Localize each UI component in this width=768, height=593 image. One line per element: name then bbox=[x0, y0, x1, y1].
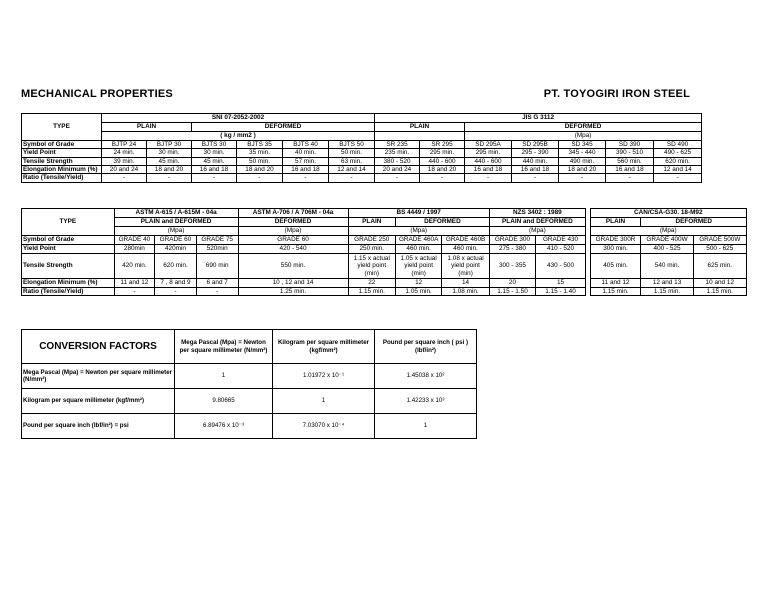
table-cell: SD 345 bbox=[559, 141, 606, 149]
table-cell: SR 235 bbox=[375, 141, 420, 149]
row-label: Yield Point bbox=[22, 149, 102, 157]
table-cell: 1.05 min. bbox=[396, 288, 442, 296]
table-cell: - bbox=[102, 174, 147, 182]
conversion-value: 9.80665 bbox=[175, 389, 273, 414]
table-cell: GRADE 400W bbox=[641, 236, 693, 245]
can-unit: (Mpa) bbox=[590, 227, 746, 236]
conversion-table bbox=[21, 329, 477, 439]
row-tensile-strength bbox=[22, 157, 702, 165]
table-cell: - bbox=[147, 174, 192, 182]
table-cell: 11 and 12 bbox=[114, 279, 155, 288]
table-cell: 45 min. bbox=[192, 157, 237, 165]
table-cell: 39 min. bbox=[102, 157, 147, 165]
table-cell: - bbox=[654, 174, 702, 182]
astm706-sub: DEFORMED bbox=[238, 218, 348, 227]
table-cell: 295 min. bbox=[420, 149, 465, 157]
table-cell: 400 - 525 bbox=[641, 245, 693, 254]
table-cell: 1.15 min. bbox=[590, 288, 641, 296]
table-cell: 30 min. bbox=[147, 149, 192, 157]
row-elongation bbox=[22, 279, 747, 288]
bs-deformed-label: DEFORMED bbox=[396, 218, 490, 227]
table-cell: 295 - 390 bbox=[512, 149, 559, 157]
spacer bbox=[375, 132, 465, 141]
table-cell: 16 and 18 bbox=[283, 166, 329, 174]
table-cell: 420min bbox=[155, 245, 197, 254]
table-cell: 15 bbox=[536, 279, 586, 288]
table-cell: 1.15 min. bbox=[693, 288, 746, 296]
conversion-value: 1.45038 x 10² bbox=[375, 364, 477, 389]
conversion-value: 1.01972 x 10⁻¹ bbox=[273, 364, 375, 389]
conversion-value: 7.03070 x 10⁻⁴ bbox=[273, 414, 375, 439]
row-yield-point bbox=[22, 149, 702, 157]
table-cell: 295 min. bbox=[465, 149, 512, 157]
table-cell: 12 and 14 bbox=[654, 166, 702, 174]
table-cell: 63 min. bbox=[329, 157, 375, 165]
table-cell: 300 - 355 bbox=[489, 254, 535, 279]
table-cell: 1.15 min. bbox=[641, 288, 693, 296]
conversion-value: 1 bbox=[375, 414, 477, 439]
table-cell: 1.08 min. bbox=[442, 288, 490, 296]
row-label: Elongation Minimum (%) bbox=[22, 166, 102, 174]
table-cell: - bbox=[196, 288, 238, 296]
row-ratio bbox=[22, 174, 702, 182]
company-name: PT. TOYOGIRI IRON STEEL bbox=[543, 88, 690, 100]
table-cell: 7 , 8 and 9 bbox=[155, 279, 197, 288]
table-cell: 430 - 500 bbox=[536, 254, 586, 279]
table-cell: 18 and 20 bbox=[147, 166, 192, 174]
table-cell: 380 - 520 bbox=[375, 157, 420, 165]
table-cell: - bbox=[512, 174, 559, 182]
table-cell: GRADE 300 bbox=[489, 236, 535, 245]
mechanical-table-intl bbox=[21, 208, 747, 296]
mechanical-table-sni-jis bbox=[21, 113, 702, 183]
table-cell: SD 490 bbox=[654, 141, 702, 149]
table-cell: 45 min. bbox=[147, 157, 192, 165]
conversion-value: 1 bbox=[175, 364, 273, 389]
bs-unit: (Mpa) bbox=[348, 227, 489, 236]
table-cell: GRADE 75 bbox=[196, 236, 238, 245]
table-cell: - bbox=[114, 288, 155, 296]
table-cell: 20 and 24 bbox=[375, 166, 420, 174]
jis-unit: (Mpa) bbox=[465, 132, 702, 141]
row-label: Elongation Minimum (%) bbox=[22, 279, 115, 288]
table-cell: 410 - 520 bbox=[536, 245, 586, 254]
conversion-row bbox=[22, 414, 477, 439]
table-cell: GRADE 300R bbox=[590, 236, 641, 245]
conversion-row-label: Pound per square inch (lbf/in²) = psi bbox=[22, 414, 175, 439]
table-cell: - bbox=[192, 174, 237, 182]
table-cell: 14 bbox=[442, 279, 490, 288]
table-cell: GRADE 40 bbox=[114, 236, 155, 245]
table-cell: GRADE 500W bbox=[693, 236, 746, 245]
table-cell: 345 - 440 bbox=[559, 149, 606, 157]
table-cell: 420 - 540 bbox=[238, 245, 348, 254]
conversion-value: 1 bbox=[273, 389, 375, 414]
table-cell: 440 - 600 bbox=[465, 157, 512, 165]
conversion-row bbox=[22, 389, 477, 414]
table-cell: 250 min. bbox=[348, 245, 395, 254]
astm706-unit: (Mpa) bbox=[238, 227, 348, 236]
table-cell: 550 min. bbox=[238, 254, 348, 279]
table-cell: 500 - 625 bbox=[693, 245, 746, 254]
table-cell: - bbox=[606, 174, 654, 182]
table-cell: SD 295B bbox=[512, 141, 559, 149]
astm706-label: ASTM A-706 / A 706M - 04a bbox=[238, 209, 348, 218]
conversion-row bbox=[22, 364, 477, 389]
table-cell: 390 - 510 bbox=[606, 149, 654, 157]
section-title: MECHANICAL PROPERTIES bbox=[21, 88, 173, 100]
row-elongation bbox=[22, 166, 702, 174]
table-cell: 460 min. bbox=[396, 245, 442, 254]
table-cell: 420 min. bbox=[114, 254, 155, 279]
row-label: Symbol of Grade bbox=[22, 141, 102, 149]
table-cell: 20 and 24 bbox=[102, 166, 147, 174]
table-cell: 6 and 7 bbox=[196, 279, 238, 288]
table-cell: 1.05 x actual yield point (min) bbox=[396, 254, 442, 279]
can-deformed-label: DEFORMED bbox=[641, 218, 747, 227]
can-plain-label: PLAIN bbox=[590, 218, 641, 227]
conversion-value: 1.42233 x 10³ bbox=[375, 389, 477, 414]
table-cell: 460 min. bbox=[442, 245, 490, 254]
table-cell: GRADE 60 bbox=[238, 236, 348, 245]
table-cell: 1.15 x actual yield point (min) bbox=[348, 254, 395, 279]
sni-plain-label: PLAIN bbox=[102, 123, 192, 132]
table-cell: 520min bbox=[196, 245, 238, 254]
table-cell: 16 and 18 bbox=[512, 166, 559, 174]
astm615-label: ASTM A-615 / A-615M - 04a bbox=[114, 209, 238, 218]
table-cell: 22 bbox=[348, 279, 395, 288]
table-cell: 40 min. bbox=[283, 149, 329, 157]
table-cell: 16 and 18 bbox=[465, 166, 512, 174]
table-cell: GRADE 460B bbox=[442, 236, 490, 245]
table-cell: BJTS 50 bbox=[329, 141, 375, 149]
conversion-row-label: Kilogram per square millimeter (kgf/mm²) bbox=[22, 389, 175, 414]
table-cell: 620 min. bbox=[654, 157, 702, 165]
row-label: Symbol of Grade bbox=[22, 236, 115, 245]
sni-unit: ( kg / mm2 ) bbox=[102, 132, 375, 141]
bs-label: BS 4449 / 1997 bbox=[348, 209, 489, 218]
table-cell: 1.08 x actual yield point (min) bbox=[442, 254, 490, 279]
jis-label: JIS G 3112 bbox=[375, 114, 702, 123]
table-cell: 300 min. bbox=[590, 245, 641, 254]
table-cell: - bbox=[559, 174, 606, 182]
table-cell: 280min bbox=[114, 245, 155, 254]
table-cell: 440 min. bbox=[512, 157, 559, 165]
table-cell: 490 min. bbox=[559, 157, 606, 165]
table-cell: BJTS 30 bbox=[192, 141, 237, 149]
can-label: CAN/CSA-G30. 18-M92 bbox=[590, 209, 746, 218]
table-cell: BJTS 35 bbox=[237, 141, 283, 149]
table-cell: 440 - 600 bbox=[420, 157, 465, 165]
conv-col-head: Mega Pascal (Mpa) = Newton per square millimeter (N/mm²) bbox=[175, 330, 273, 364]
table-cell: 11 and 12 bbox=[590, 279, 641, 288]
table-cell: 35 min. bbox=[237, 149, 283, 157]
table-cell: 690 min bbox=[196, 254, 238, 279]
conversion-title: CONVERSION FACTORS bbox=[22, 330, 175, 364]
table-cell: - bbox=[375, 174, 420, 182]
table-cell: SD 295A bbox=[465, 141, 512, 149]
type-label-2: TYPE bbox=[22, 209, 115, 236]
nzs-sub: PLAIN and DEFORMED bbox=[489, 218, 585, 227]
row-tensile-strength bbox=[22, 254, 747, 279]
table-cell: SR 295 bbox=[420, 141, 465, 149]
conv-col-head: Pound per square inch ( psi ) (lbf/in²) bbox=[375, 330, 477, 364]
table-cell: 560 min. bbox=[606, 157, 654, 165]
table-cell: 1.15 - 1.50 bbox=[489, 288, 535, 296]
row-ratio bbox=[22, 288, 747, 296]
table-cell: GRADE 430 bbox=[536, 236, 586, 245]
table-cell: GRADE 60 bbox=[155, 236, 197, 245]
row-yield-point bbox=[22, 245, 747, 254]
table-cell: BJTP 24 bbox=[102, 141, 147, 149]
table-cell: - bbox=[155, 288, 197, 296]
jis-deformed-label: DEFORMED bbox=[465, 123, 702, 132]
row-label: Yield Point bbox=[22, 245, 115, 254]
table-cell: 620 min. bbox=[155, 254, 197, 279]
conversion-row-label: Mega Pascal (Mpa) = Newton per square millimeter (N/mm²) bbox=[22, 364, 175, 389]
table-cell: 50 min. bbox=[237, 157, 283, 165]
bs-plain-label: PLAIN bbox=[348, 218, 395, 227]
table-cell: 18 and 20 bbox=[237, 166, 283, 174]
table-cell: 24 min. bbox=[102, 149, 147, 157]
row-label: Ratio (Tensile/Yield) bbox=[22, 174, 102, 182]
table-cell: 57 min. bbox=[283, 157, 329, 165]
row-label: Ratio (Tensile/Yield) bbox=[22, 288, 115, 296]
row-label: Tensile Strength bbox=[22, 254, 115, 279]
table-cell: 1.15 - 1.40 bbox=[536, 288, 586, 296]
table-cell: GRADE 250 bbox=[348, 236, 395, 245]
table-cell: 540 min. bbox=[641, 254, 693, 279]
table-cell: 1.15 min. bbox=[348, 288, 395, 296]
table-cell: 12 and 13 bbox=[641, 279, 693, 288]
table-cell: 625 min. bbox=[693, 254, 746, 279]
table-cell: - bbox=[329, 174, 375, 182]
table-cell: SD 390 bbox=[606, 141, 654, 149]
table-cell: 18 and 20 bbox=[420, 166, 465, 174]
table-cell: 30 min. bbox=[192, 149, 237, 157]
sni-deformed-label: DEFORMED bbox=[192, 123, 375, 132]
conv-col-head: Kilogram per square millimeter (kgf/mm²) bbox=[273, 330, 375, 364]
table-cell: BJTS 40 bbox=[283, 141, 329, 149]
table-cell: 16 and 18 bbox=[192, 166, 237, 174]
table-cell: 10 , 12 and 14 bbox=[238, 279, 348, 288]
row-symbol-grade bbox=[22, 236, 747, 245]
table-cell: 50 min. bbox=[329, 149, 375, 157]
table-cell: 12 bbox=[396, 279, 442, 288]
row-label: Tensile Strength bbox=[22, 157, 102, 165]
table-cell: 275 - 380 bbox=[489, 245, 535, 254]
sni-label: SNI 07-2052-2002 bbox=[102, 114, 375, 123]
table-cell: - bbox=[237, 174, 283, 182]
nzs-unit: (Mpa) bbox=[489, 227, 585, 236]
table-cell: 490 - 625 bbox=[654, 149, 702, 157]
table-cell: 18 and 20 bbox=[559, 166, 606, 174]
table-cell: 10 and 12 bbox=[693, 279, 746, 288]
table-cell: - bbox=[420, 174, 465, 182]
astm615-sub: PLAIN and DEFORMED bbox=[114, 218, 238, 227]
table-cell: - bbox=[465, 174, 512, 182]
table-cell: 235 min. bbox=[375, 149, 420, 157]
table-cell: 405 min. bbox=[590, 254, 641, 279]
table-cell: 16 and 18 bbox=[606, 166, 654, 174]
table-cell: BJTP 30 bbox=[147, 141, 192, 149]
nzs-label: NZS 3402 : 1989 bbox=[489, 209, 585, 218]
table-cell: - bbox=[283, 174, 329, 182]
row-symbol-grade bbox=[22, 141, 702, 149]
table-cell: 12 and 14 bbox=[329, 166, 375, 174]
table-cell: 20 bbox=[489, 279, 535, 288]
jis-plain-label: PLAIN bbox=[375, 123, 465, 132]
type-label: TYPE bbox=[22, 114, 102, 141]
astm615-unit: (Mpa) bbox=[114, 227, 238, 236]
conversion-value: 6.89476 x 10⁻³ bbox=[175, 414, 273, 439]
table-cell: 1.25 min. bbox=[238, 288, 348, 296]
table-cell: GRADE 460A bbox=[396, 236, 442, 245]
